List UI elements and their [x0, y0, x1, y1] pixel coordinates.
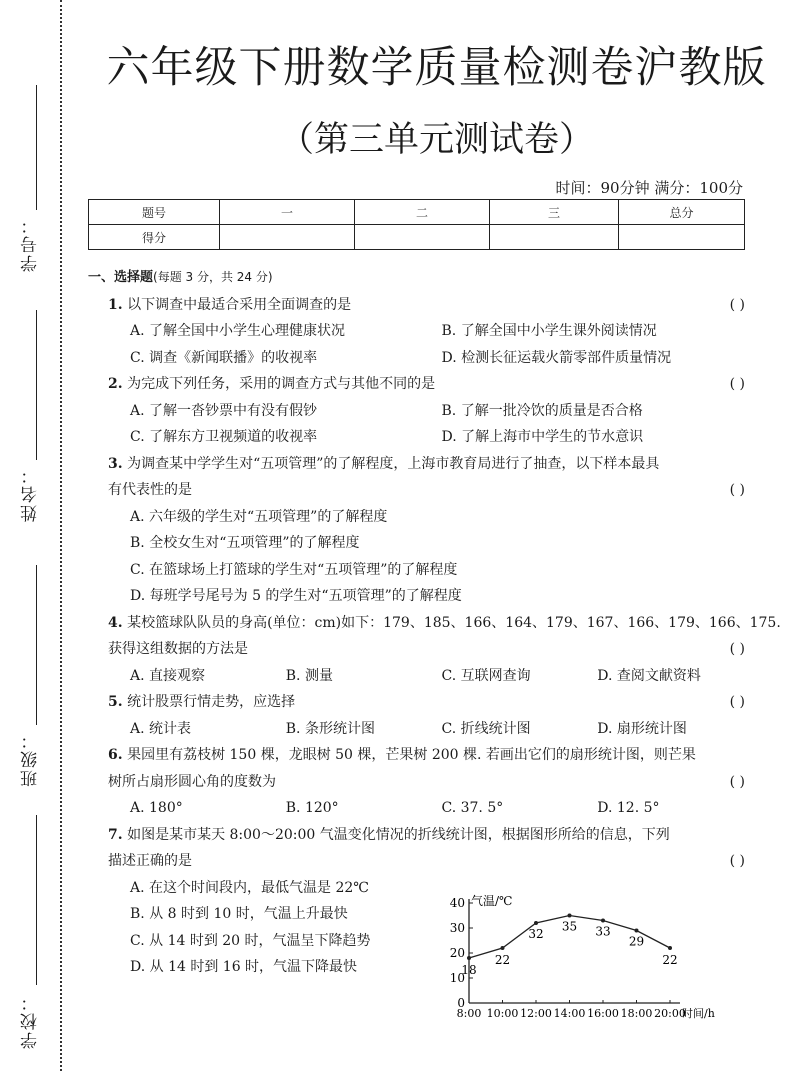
question-2 — [88, 371, 753, 398]
section-note: (每题 3 分，共 24 分) — [153, 270, 273, 284]
answer-paren[interactable]: ( ) — [729, 853, 745, 869]
x-tick-label: 14:00 — [553, 1006, 586, 1020]
data-label: 32 — [528, 926, 544, 941]
question-stem: 以下调查中最适合采用全面调查的是 — [127, 296, 352, 313]
y-tick-label: 20 — [449, 945, 465, 960]
answer-paren[interactable]: ( ) — [729, 376, 745, 392]
option-a: A. 180° — [130, 800, 183, 816]
question-number: 5. — [108, 694, 123, 710]
time-info: 时间：90分钟 满分：100分 — [555, 179, 743, 197]
option-a: A. 统计表 — [130, 720, 192, 737]
question-4 — [88, 610, 781, 663]
x-tick-label: 20:00 — [654, 1006, 686, 1020]
y-tick-label: 40 — [449, 895, 465, 910]
section-heading — [88, 264, 753, 292]
x-tick-label: 8:00 — [456, 1006, 482, 1020]
x-tick-label: 18:00 — [620, 1006, 653, 1020]
row-label-cell: 得分 — [89, 225, 220, 250]
option-b: B. 了解一批冷饮的质量是否合格 — [441, 402, 643, 419]
option-a: A. 了解全国中小学生心理健康状况 — [130, 323, 346, 339]
data-label: 35 — [561, 919, 578, 933]
option-c: C. 折线统计图 — [441, 720, 531, 737]
question-stem-cont: 有代表性的是 — [108, 482, 192, 498]
score-cell[interactable] — [355, 225, 490, 250]
school-label: 学校： — [21, 992, 41, 1049]
option-d: D. 了解上海市中学生的节水意识 — [441, 429, 644, 445]
option-d: D. 从 14 时到 16 时，气温下降最快 — [130, 959, 358, 975]
x-tick-label: 10:00 — [486, 1006, 519, 1020]
class-label: 班级： — [21, 730, 41, 787]
question-number: 2. — [108, 376, 123, 392]
x-axis-label: 时间/h — [682, 1006, 715, 1020]
data-point — [467, 956, 471, 960]
data-label: 22 — [662, 952, 678, 967]
data-point — [568, 913, 572, 917]
score-table — [88, 199, 745, 250]
question-3 — [88, 451, 753, 504]
options — [130, 875, 430, 981]
option-c: C. 37. 5° — [441, 800, 504, 816]
question-stem: 如图是某市某天 8:00～20:00 气温变化情况的折线统计图，根据图形所给的信息，下列 — [127, 826, 670, 843]
y-tick-label: 30 — [449, 920, 465, 935]
question-number: 4. — [108, 614, 123, 631]
answer-paren[interactable]: ( ) — [729, 296, 745, 313]
answer-paren[interactable]: ( ) — [729, 694, 745, 710]
option-b: B. 全校女生对“五项管理”的了解程度 — [130, 535, 360, 551]
option-c: C. 从 14 时到 20 时，气温呈下降趋势 — [130, 932, 371, 949]
question-area — [88, 264, 781, 1020]
options — [88, 795, 753, 822]
answer-paren[interactable]: ( ) — [729, 773, 745, 790]
y-tick-label: 10 — [449, 970, 465, 985]
question-stem-cont: 树所占扇形圆心角的度数为 — [108, 773, 276, 790]
question-stem-cont: 获得这组数据的方法是 — [108, 641, 248, 657]
option-a: A. 在这个时间段内，最低气温是 22℃ — [130, 879, 369, 896]
temperature-line-chart — [433, 873, 753, 1023]
page-title: 六年级下册数学质量检测卷沪教版 — [106, 43, 767, 93]
score-cell[interactable] — [220, 225, 355, 250]
y-tick-label: 0 — [457, 995, 465, 1010]
option-a: A. 直接观察 — [130, 667, 206, 684]
option-d: D. 查阅文献资料 — [597, 667, 701, 684]
class-line[interactable] — [36, 565, 37, 725]
x-tick-label: 16:00 — [587, 1006, 619, 1020]
question-stem: 统计股票行情走势，应选择 — [127, 694, 296, 710]
header-cell: 三 — [490, 200, 619, 225]
option-b: B. 条形统计图 — [285, 720, 375, 737]
page-subtitle: （第三单元测试卷） — [278, 120, 594, 160]
question-7-body — [88, 875, 753, 1020]
question-stem: 果园里有荔枝树 150 棵，龙眼树 50 棵，芒果树 200 棵. 若画出它们的扇形统计图，则芒果 — [127, 747, 696, 763]
option-c: C. 在篮球场上打篮球的学生对“五项管理”的了解程度 — [130, 561, 458, 578]
option-b: B. 测量 — [285, 667, 333, 684]
section-title: 一、选择题 — [88, 270, 154, 285]
option-b: B. 从 8 时到 10 时，气温上升最快 — [130, 906, 348, 922]
question-stem-cont: 描述正确的是 — [108, 853, 192, 869]
number-line[interactable] — [36, 85, 37, 210]
score-cell[interactable] — [619, 225, 745, 250]
data-point — [501, 946, 505, 950]
data-label: 22 — [494, 952, 511, 967]
score-table-score-row — [89, 225, 745, 250]
question-stem: 某校篮球队队员的身高(单位：cm)如下：179、185、166、164、179、167、166、179、166、175. — [127, 614, 781, 631]
data-label: 29 — [628, 934, 645, 948]
option-d: D. 检测长征运载火箭零部件质量情况 — [441, 349, 672, 366]
options — [88, 318, 753, 345]
options — [88, 345, 753, 372]
x-tick-label: 12:00 — [520, 1006, 552, 1020]
question-number: 7. — [108, 826, 123, 843]
question-number: 1. — [108, 296, 123, 313]
header-cell: 二 — [355, 200, 490, 225]
question-6 — [88, 742, 753, 795]
options — [88, 663, 753, 690]
question-stem: 为调查某中学学生对“五项管理”的了解程度，上海市教育局进行了抽查，以下样本最具 — [127, 455, 660, 472]
data-point — [668, 946, 672, 950]
option-a: A. 了解一沓钞票中有没有假钞 — [130, 402, 318, 419]
data-label: 18 — [461, 962, 477, 977]
question-5 — [88, 689, 753, 716]
question-number: 3. — [108, 455, 123, 472]
option-d: D. 扇形统计图 — [597, 720, 687, 737]
data-point — [534, 921, 538, 925]
header-cell: 题号 — [89, 200, 220, 225]
option-c: C. 互联网查询 — [441, 667, 531, 684]
options — [88, 716, 753, 743]
question-stem: 为完成下列任务，采用的调查方式与其他不同的是 — [127, 376, 436, 392]
question-number: 6. — [108, 747, 123, 763]
option-d: D. 每班学号尾号为 5 的学生对“五项管理”的了解程度 — [130, 588, 462, 604]
option-c: C. 调查《新闻联播》的收视率 — [130, 349, 318, 366]
option-c: C. 了解东方卫视频道的收视率 — [130, 429, 318, 445]
question-7 — [88, 822, 753, 875]
school-line[interactable] — [36, 815, 37, 985]
options — [88, 424, 753, 451]
cut-line — [60, 0, 62, 1071]
y-axis-label: 气温/℃ — [471, 893, 513, 908]
question-1 — [88, 292, 753, 319]
score-table-header-row — [89, 200, 745, 225]
name-line[interactable] — [36, 310, 37, 460]
header-cell: 总分 — [619, 200, 745, 225]
score-cell[interactable] — [490, 225, 619, 250]
option-d: D. 12. 5° — [597, 800, 660, 816]
options — [88, 398, 753, 425]
option-b: B. 了解全国中小学生课外阅读情况 — [441, 323, 657, 339]
header-cell: 一 — [220, 200, 355, 225]
answer-paren[interactable]: ( ) — [729, 641, 745, 657]
name-label: 姓名： — [21, 465, 41, 522]
option-a: A. 六年级的学生对“五项管理”的了解程度 — [130, 508, 388, 525]
binding-strip — [0, 0, 68, 1071]
data-label: 33 — [595, 924, 611, 938]
option-b: B. 120° — [285, 800, 339, 816]
number-label: 学号： — [21, 215, 41, 272]
data-point — [635, 928, 639, 932]
data-point — [601, 918, 605, 922]
answer-paren[interactable]: ( ) — [729, 482, 745, 498]
